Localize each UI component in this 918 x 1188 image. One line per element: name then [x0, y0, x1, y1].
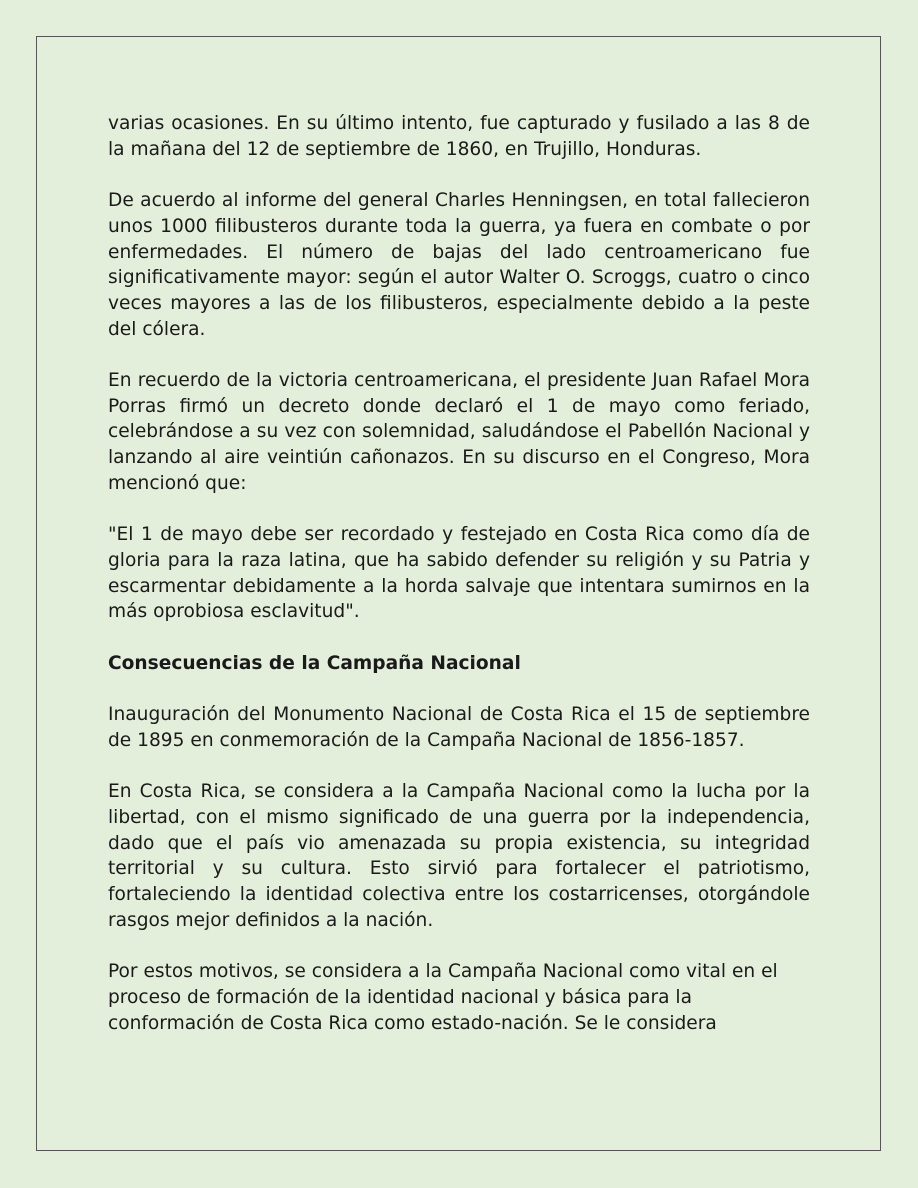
paragraph-identity: Por estos motivos, se considera a la Campaña Nacional como vital en el proceso de formación de la identidad nacional y básica para la conformación de Costa Rica como estado-nación. Se le considera — [108, 961, 778, 1034]
paragraph-capture: varias ocasiones. En su último intento, fue capturado y fusilado a las 8 de la mañana del 12 de septiembre de 1860, en Trujillo, Honduras. — [108, 113, 810, 160]
paragraph-decree: En recuerdo de la victoria centroamericana, el presidente Juan Rafael Mora Porras firmó un decreto donde declaró el 1 de mayo como feriado, celebrándose a su vez con solemnidad, saludándose el Pabellón Nacional y lanzando al aire veintiún cañonazos. En su discurso en el Congreso, Mora mencionó que: — [108, 370, 810, 494]
section-heading: Consecuencias de la Campaña Nacional — [108, 652, 521, 674]
paragraph-monument: Inauguración del Monumento Nacional de Costa Rica el 15 de septiembre de 1895 en conmemoración de la Campaña Nacional de 1856-1857. — [108, 704, 810, 751]
paragraph-quote: "El 1 de mayo debe ser recordado y festejado en Costa Rica como día de gloria para la raza latina, que ha sabido defender su religión y su Patria y escarmentar debidamente a la horda salvaje que intentara sumirnos en la más oprobiosa esclavitud". — [108, 524, 810, 623]
paragraph-casualties: De acuerdo al informe del general Charles Henningsen, en total fallecieron unos 1000 filibusteros durante toda la guerra, ya fuera en combate o por enfermedades. El número de bajas del lado centroamericano fue significativamente mayor: según el autor Walter O. Scroggs, cuatro o cinco veces mayores a las de los filibusteros, especialmente debido a la peste del cólera. — [108, 190, 810, 340]
document-body — [108, 111, 810, 1062]
paragraph-liberty: En Costa Rica, se considera a la Campaña Nacional como la lucha por la libertad, con el mismo significado de una guerra por la independencia, dado que el país vio amenazada su propia existencia, su integridad territorial y su cultura. Esto sirvió para fortalecer el patriotismo, fortaleciendo la identidad colectiva entre los costarricenses, otorgándole rasgos mejor definidos a la nación. — [108, 781, 810, 931]
